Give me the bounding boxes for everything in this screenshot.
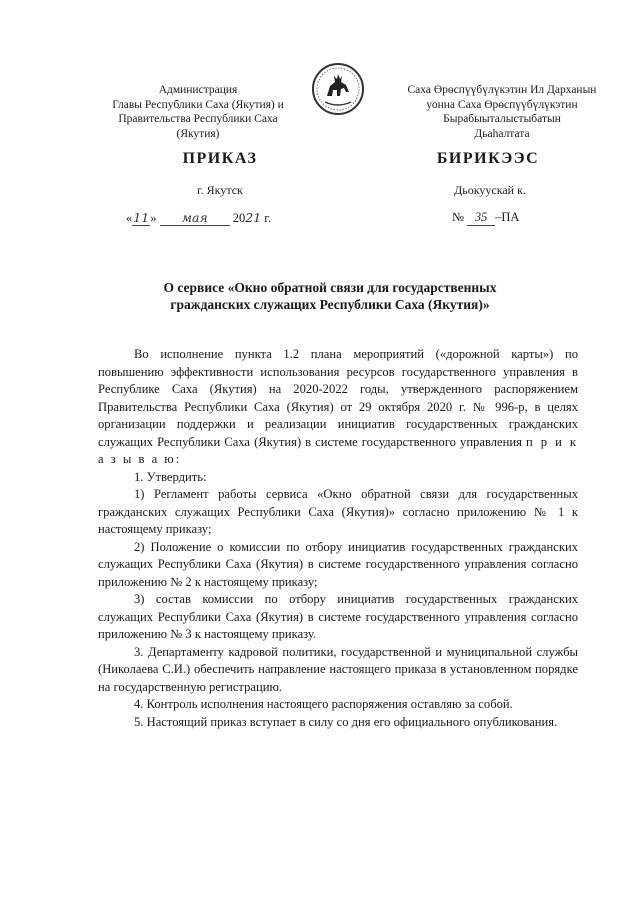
header-left-authority bbox=[98, 83, 298, 141]
subject-line: О сервисе «Окно обратной связи для государственных bbox=[163, 280, 497, 295]
order-number bbox=[452, 210, 572, 226]
header-right-line: Бырабыыталыстыбатын bbox=[443, 113, 561, 125]
city-russian: г. Якутск bbox=[197, 183, 243, 197]
clause-1-1: 1) Регламент работы сервиса «Окно обратной связи для государственных гражданских служащих Республики Саха (Якутия)» согласно приложению № 1 к настоящему приказу; bbox=[98, 487, 578, 536]
header-right-line: уонна Саха Өрөспүүбүлүкэтин bbox=[426, 98, 578, 111]
clause-1-2: 2) Положение о комиссии по отбору инициатив государственных гражданских служащих Республики Саха (Якутия) в системе государственного управления согласно приложению № 2 к настоящему приказу; bbox=[98, 539, 578, 589]
date-day: 11 bbox=[133, 210, 150, 225]
clause-3: 3. Департаменту кадровой политики, государственной и муниципальной службы (Николаева С.И.) обеспечить направление настоящего приказа в установленном порядке на государственную регистрацию. bbox=[98, 644, 578, 694]
date-month: мая bbox=[160, 210, 230, 226]
clause-1: 1. Утвердить: bbox=[134, 469, 207, 484]
subject-line: гражданских служащих Республики Саха (Якутия)» bbox=[170, 297, 490, 312]
order-date bbox=[126, 210, 306, 226]
clause-5: 5. Настоящий приказ вступает в силу со дня его официального опубликования. bbox=[134, 714, 558, 729]
city-yakut: Дьокуускай к. bbox=[454, 183, 526, 197]
header-right-line: Саха Өрөспүүбүлүкэтин Ил Дарханын bbox=[407, 84, 597, 96]
date-year-prefix: 20 bbox=[232, 211, 246, 225]
number-suffix: –ПА bbox=[495, 210, 520, 224]
header-right-authority bbox=[398, 83, 606, 141]
intro-paragraph bbox=[98, 346, 578, 469]
date-year-suffix: 21 bbox=[245, 210, 262, 225]
header-left-line: Правительства Республики Саха bbox=[118, 113, 278, 125]
number-prefix: № bbox=[452, 210, 464, 224]
yakutia-coat-of-arms-icon bbox=[311, 62, 365, 116]
header-right-line: Дьаһалтата bbox=[474, 127, 530, 140]
date-close-quote: » bbox=[150, 211, 157, 225]
number-value: 35 bbox=[467, 210, 495, 226]
date-open-quote: « bbox=[126, 211, 133, 225]
header-left-line: (Якутия) bbox=[176, 127, 220, 140]
header-left-line: Администрация bbox=[158, 84, 238, 96]
order-subject bbox=[110, 279, 550, 313]
doc-title-russian: ПРИКАЗ bbox=[182, 150, 258, 167]
header-left-line: Главы Республики Саха (Якутия) и bbox=[112, 98, 284, 111]
order-body bbox=[98, 346, 578, 731]
doc-title-yakut: БИРИКЭЭС bbox=[436, 150, 540, 167]
intro-order-word: п р и к а з ы в а ю: bbox=[98, 434, 578, 466]
date-suffix: г. bbox=[264, 211, 272, 225]
clause-1-3: 3) состав комиссии по отбору инициатив государственных гражданских служащих Республики Саха (Якутия) в системе государственного управления согласно приложению № 3 к настоящему приказу. bbox=[98, 592, 578, 641]
clause-4: 4. Контроль исполнения настоящего распоряжения оставляю за собой. bbox=[134, 697, 513, 711]
intro-text: Во исполнение пункта 1.2 плана мероприятий («дорожной карты») по повышению эффективности использования ресурсов государственного управления в Республике Саха (Якутия) на 2020-2022 годы, утвержденного распоряжением Правительства Республики Саха (Якутия) от 29 октября 2020 г. № 996-р, в целях организации поддержки и реализации инициатив государственных гражданских служащих Республики Саха (Якутия) в системе государственного управления bbox=[98, 347, 578, 449]
